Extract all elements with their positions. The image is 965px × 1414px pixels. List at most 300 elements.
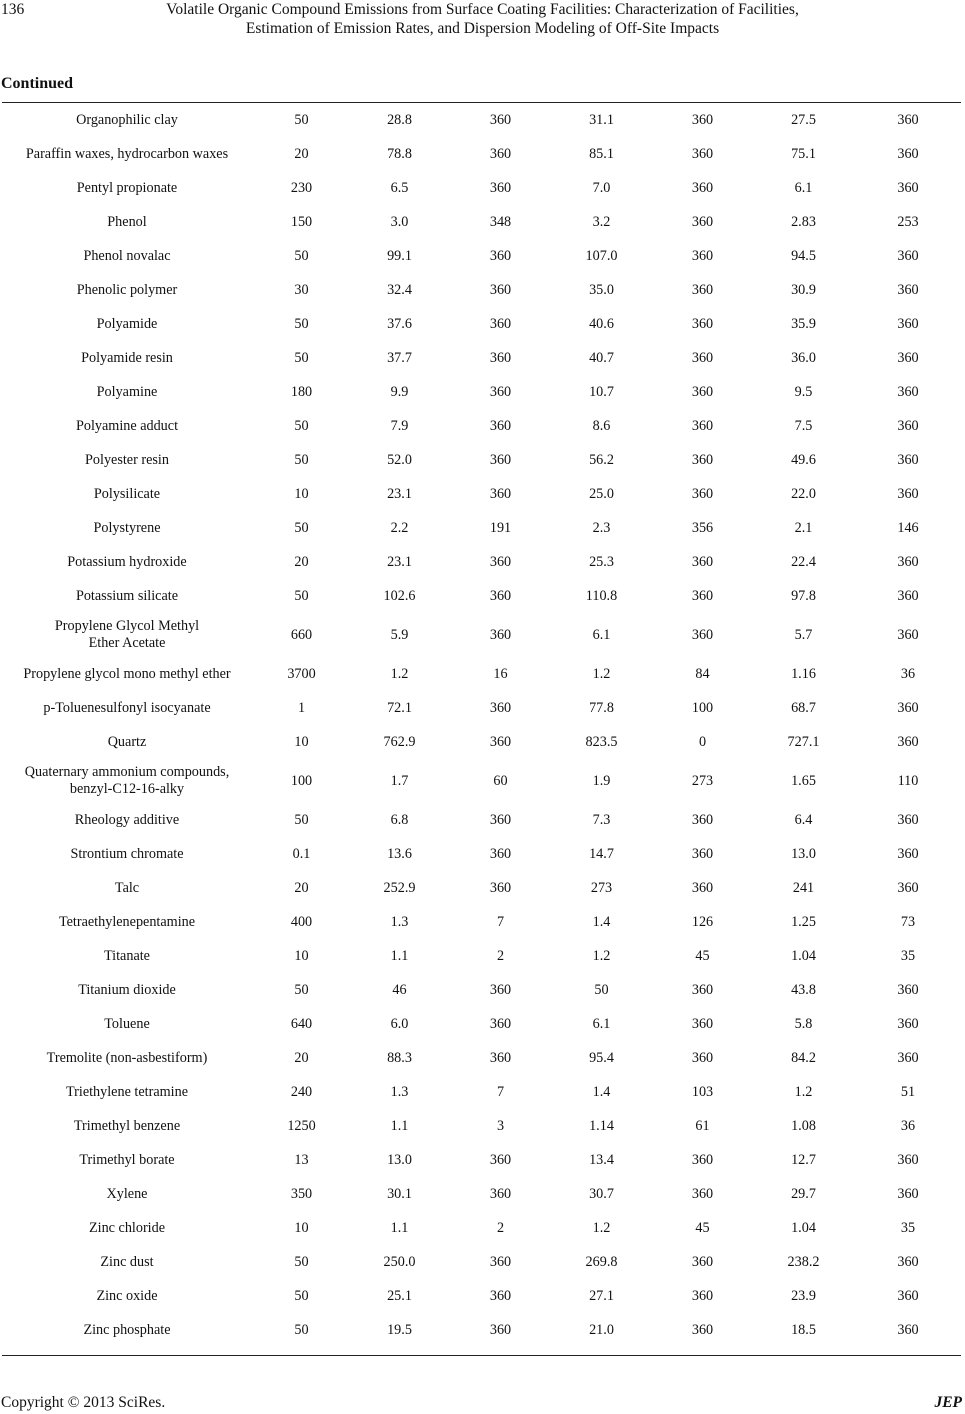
value-cell: 20 <box>294 553 309 570</box>
table-row <box>0 1279 962 1313</box>
value-cell: 13.4 <box>589 1151 614 1168</box>
compound-name-cell: Propylene Glycol Methyl Ether Acetate <box>54 618 200 651</box>
value-cell: 2.2 <box>390 519 409 536</box>
value-cell: 45 <box>695 1219 710 1236</box>
value-cell: 356 <box>691 519 714 536</box>
table-row <box>0 1211 962 1245</box>
value-cell: 20 <box>294 145 309 162</box>
value-cell: 7.0 <box>592 179 611 196</box>
value-cell: 253 <box>897 213 919 230</box>
value-cell: 360 <box>489 733 512 750</box>
table-row <box>0 905 962 939</box>
value-cell: 9.5 <box>794 383 813 400</box>
value-cell: 360 <box>897 626 919 643</box>
value-cell: 360 <box>897 349 919 366</box>
value-cell: 150 <box>290 213 313 230</box>
value-cell: 360 <box>691 626 714 643</box>
value-cell: 360 <box>897 1049 919 1066</box>
value-cell: 360 <box>897 553 919 570</box>
emissions-table <box>0 103 962 1347</box>
value-cell: 360 <box>691 111 714 128</box>
value-cell: 360 <box>691 1015 714 1032</box>
value-cell: 20 <box>294 879 309 896</box>
table-row <box>0 443 962 477</box>
table-row <box>0 307 962 341</box>
table-row <box>0 545 962 579</box>
table-row <box>0 511 962 545</box>
value-cell: 102.6 <box>383 587 416 604</box>
compound-name-cell: Quaternary ammonium compounds, benzyl-C12-16-alky <box>24 764 230 797</box>
running-title-line-2: Estimation of Emission Rates, and Dispersion Modeling of Off-Site Impacts <box>245 20 720 37</box>
value-cell: 68.7 <box>791 699 816 716</box>
table-row <box>0 579 962 613</box>
value-cell: 20 <box>294 1049 309 1066</box>
value-cell: 238.2 <box>787 1253 820 1270</box>
table-row <box>0 973 962 1007</box>
table-row <box>0 477 962 511</box>
value-cell: 360 <box>897 1185 919 1202</box>
value-cell: 241 <box>792 879 815 896</box>
value-cell: 360 <box>691 1321 714 1338</box>
value-cell: 84 <box>695 665 710 682</box>
value-cell: 360 <box>897 281 919 298</box>
value-cell: 10.7 <box>589 383 614 400</box>
value-cell: 22.4 <box>791 553 816 570</box>
value-cell: 273 <box>691 772 714 789</box>
value-cell: 50 <box>294 981 309 998</box>
value-cell: 35 <box>900 1219 916 1236</box>
value-cell: 7.5 <box>794 417 813 434</box>
value-cell: 348 <box>489 213 512 230</box>
compound-name-cell: Potassium hydroxide <box>67 553 187 570</box>
value-cell: 107.0 <box>585 247 618 264</box>
value-cell: 0.1 <box>292 845 311 862</box>
value-cell: 72.1 <box>387 699 412 716</box>
compound-name-cell: Zinc phosphate <box>83 1321 171 1338</box>
table-row <box>0 103 962 137</box>
value-cell: 191 <box>489 519 512 536</box>
table-row <box>0 939 962 973</box>
value-cell: 360 <box>897 383 919 400</box>
value-cell: 31.1 <box>589 111 614 128</box>
compound-name-cell: Polyamine <box>96 383 158 400</box>
value-cell: 360 <box>897 247 919 264</box>
table-bottom-rule <box>2 1355 961 1356</box>
value-cell: 110 <box>897 772 919 789</box>
value-cell: 25.1 <box>387 1287 412 1304</box>
compound-name-cell: Zinc oxide <box>96 1287 158 1304</box>
value-cell: 1 <box>297 699 306 716</box>
value-cell: 360 <box>897 733 919 750</box>
value-cell: 32.4 <box>387 281 412 298</box>
value-cell: 50 <box>294 587 309 604</box>
value-cell: 14.7 <box>589 845 614 862</box>
compound-name-cell: Toluene <box>104 1015 150 1032</box>
compound-name-cell: Polyamine adduct <box>75 417 179 434</box>
value-cell: 360 <box>489 417 512 434</box>
value-cell: 360 <box>691 811 714 828</box>
compound-name-cell: Polyamide <box>96 315 158 332</box>
value-cell: 360 <box>691 315 714 332</box>
value-cell: 7.9 <box>390 417 409 434</box>
value-cell: 56.2 <box>589 451 614 468</box>
value-cell: 360 <box>489 111 512 128</box>
table-row <box>0 1041 962 1075</box>
compound-name-cell: Propylene glycol mono methyl ether <box>23 665 231 682</box>
value-cell: 360 <box>691 587 714 604</box>
table-row <box>0 1245 962 1279</box>
value-cell: 46 <box>392 981 407 998</box>
value-cell: 1.4 <box>592 913 611 930</box>
value-cell: 19.5 <box>387 1321 412 1338</box>
value-cell: 360 <box>691 879 714 896</box>
value-cell: 12.7 <box>791 1151 816 1168</box>
value-cell: 360 <box>691 845 714 862</box>
compound-name-cell: Phenol <box>107 213 147 230</box>
value-cell: 6.1 <box>592 1015 611 1032</box>
table-row <box>0 725 962 759</box>
compound-name-cell: Potassium silicate <box>75 587 179 604</box>
value-cell: 360 <box>897 1015 919 1032</box>
value-cell: 360 <box>489 587 512 604</box>
value-cell: 360 <box>489 1253 512 1270</box>
value-cell: 13.6 <box>387 845 412 862</box>
value-cell: 1.65 <box>791 772 816 789</box>
compound-name-cell: Xylene <box>106 1185 148 1202</box>
value-cell: 50 <box>294 811 309 828</box>
value-cell: 360 <box>489 981 512 998</box>
value-cell: 40.6 <box>589 315 614 332</box>
value-cell: 360 <box>691 485 714 502</box>
value-cell: 51 <box>900 1083 916 1100</box>
value-cell: 6.4 <box>794 811 813 828</box>
value-cell: 360 <box>489 1049 512 1066</box>
value-cell: 60 <box>493 772 508 789</box>
value-cell: 360 <box>489 451 512 468</box>
value-cell: 360 <box>489 879 512 896</box>
value-cell: 360 <box>897 145 919 162</box>
value-cell: 360 <box>489 699 512 716</box>
value-cell: 360 <box>691 247 714 264</box>
compound-name-cell: Polysilicate <box>93 485 161 502</box>
value-cell: 35.9 <box>791 315 816 332</box>
compound-name-cell: Zinc chloride <box>88 1219 166 1236</box>
compound-name-cell: Paraffin waxes, hydrocarbon waxes <box>25 145 229 162</box>
value-cell: 3 <box>496 1117 505 1134</box>
value-cell: 1.1 <box>390 947 409 964</box>
value-cell: 360 <box>489 553 512 570</box>
value-cell: 99.1 <box>387 247 412 264</box>
value-cell: 1.3 <box>390 1083 409 1100</box>
page-footer <box>0 1394 965 1414</box>
value-cell: 250.0 <box>383 1253 416 1270</box>
value-cell: 50 <box>594 981 609 998</box>
value-cell: 3700 <box>287 665 316 682</box>
value-cell: 1.4 <box>592 1083 611 1100</box>
value-cell: 28.8 <box>387 111 412 128</box>
value-cell: 77.8 <box>589 699 614 716</box>
value-cell: 36 <box>900 1117 916 1134</box>
value-cell: 50 <box>294 451 309 468</box>
value-cell: 22.0 <box>791 485 816 502</box>
value-cell: 400 <box>290 913 313 930</box>
value-cell: 10 <box>294 733 309 750</box>
compound-name-cell: Phenolic polymer <box>76 281 178 298</box>
value-cell: 1.14 <box>589 1117 614 1134</box>
value-cell: 360 <box>897 1253 919 1270</box>
compound-name-cell: Pentyl propionate <box>76 179 178 196</box>
compound-name-cell: Titanate <box>104 947 150 964</box>
value-cell: 360 <box>489 1015 512 1032</box>
value-cell: 360 <box>489 247 512 264</box>
value-cell: 13.0 <box>791 845 816 862</box>
value-cell: 8.6 <box>592 417 611 434</box>
value-cell: 360 <box>489 315 512 332</box>
value-cell: 1.2 <box>592 665 611 682</box>
table-row <box>0 341 962 375</box>
value-cell: 50 <box>294 1253 309 1270</box>
value-cell: 7 <box>496 913 505 930</box>
value-cell: 2 <box>496 1219 505 1236</box>
value-cell: 110.8 <box>585 587 618 604</box>
value-cell: 146 <box>897 519 919 536</box>
compound-name-cell: Polyester resin <box>85 451 169 468</box>
value-cell: 43.8 <box>791 981 816 998</box>
value-cell: 35.0 <box>589 281 614 298</box>
value-cell: 360 <box>897 1287 919 1304</box>
value-cell: 360 <box>489 383 512 400</box>
value-cell: 350 <box>290 1185 313 1202</box>
value-cell: 23.1 <box>387 485 412 502</box>
value-cell: 27.1 <box>589 1287 614 1304</box>
page-header <box>0 0 965 44</box>
table-row <box>0 171 962 205</box>
value-cell: 5.8 <box>794 1015 813 1032</box>
value-cell: 25.3 <box>589 553 614 570</box>
value-cell: 36 <box>900 665 916 682</box>
table-row <box>0 691 962 725</box>
value-cell: 94.5 <box>791 247 816 264</box>
value-cell: 29.7 <box>791 1185 816 1202</box>
value-cell: 360 <box>691 417 714 434</box>
value-cell: 1.7 <box>390 772 409 789</box>
value-cell: 360 <box>691 981 714 998</box>
value-cell: 23.9 <box>791 1287 816 1304</box>
compound-name-cell: Strontium chromate <box>70 845 184 862</box>
value-cell: 21.0 <box>589 1321 614 1338</box>
value-cell: 360 <box>489 811 512 828</box>
value-cell: 50 <box>294 519 309 536</box>
table-row <box>0 871 962 905</box>
value-cell: 360 <box>691 179 714 196</box>
value-cell: 30 <box>294 281 309 298</box>
value-cell: 73 <box>900 913 916 930</box>
value-cell: 640 <box>290 1015 313 1032</box>
value-cell: 13.0 <box>387 1151 412 1168</box>
value-cell: 360 <box>897 451 919 468</box>
compound-name-cell: Talc <box>114 879 140 896</box>
value-cell: 360 <box>691 213 714 230</box>
value-cell: 30.1 <box>387 1185 412 1202</box>
value-cell: 5.7 <box>794 626 813 643</box>
table-row <box>0 1177 962 1211</box>
value-cell: 230 <box>290 179 313 196</box>
value-cell: 36.0 <box>791 349 816 366</box>
value-cell: 18.5 <box>791 1321 816 1338</box>
value-cell: 5.9 <box>390 626 409 643</box>
compound-name-cell: Polyamide resin <box>81 349 173 366</box>
value-cell: 360 <box>691 1151 714 1168</box>
value-cell: 126 <box>691 913 714 930</box>
value-cell: 7.3 <box>592 811 611 828</box>
value-cell: 35 <box>900 947 916 964</box>
value-cell: 727.1 <box>787 733 820 750</box>
value-cell: 10 <box>294 1219 309 1236</box>
value-cell: 6.0 <box>390 1015 409 1032</box>
value-cell: 3.2 <box>592 213 611 230</box>
value-cell: 50 <box>294 111 309 128</box>
table-row <box>0 1007 962 1041</box>
compound-name-cell: Phenol novalac <box>83 247 171 264</box>
value-cell: 78.8 <box>387 145 412 162</box>
value-cell: 360 <box>489 485 512 502</box>
table-row <box>0 613 962 657</box>
value-cell: 45 <box>695 947 710 964</box>
value-cell: 1.25 <box>791 913 816 930</box>
value-cell: 252.9 <box>383 879 416 896</box>
value-cell: 37.6 <box>387 315 412 332</box>
compound-name-cell: Tremolite (non-asbestiform) <box>46 1049 208 1066</box>
value-cell: 30.9 <box>791 281 816 298</box>
journal-abbreviation: JEP <box>934 1394 962 1411</box>
value-cell: 50 <box>294 349 309 366</box>
value-cell: 84.2 <box>791 1049 816 1066</box>
value-cell: 100 <box>290 772 313 789</box>
compound-name-cell: Quartz <box>107 733 147 750</box>
value-cell: 360 <box>691 1253 714 1270</box>
value-cell: 360 <box>691 1185 714 1202</box>
value-cell: 360 <box>897 811 919 828</box>
compound-name-cell: Rheology additive <box>74 811 180 828</box>
value-cell: 360 <box>691 349 714 366</box>
value-cell: 88.3 <box>387 1049 412 1066</box>
value-cell: 360 <box>691 451 714 468</box>
value-cell: 95.4 <box>589 1049 614 1066</box>
value-cell: 85.1 <box>589 145 614 162</box>
table-row <box>0 1143 962 1177</box>
compound-name-cell: Trimethyl borate <box>79 1151 175 1168</box>
value-cell: 1.3 <box>390 913 409 930</box>
value-cell: 360 <box>897 315 919 332</box>
table-row <box>0 1109 962 1143</box>
table-row <box>0 137 962 171</box>
compound-name-cell: Tetraethylenepentamine <box>58 913 196 930</box>
value-cell: 1.04 <box>791 947 816 964</box>
value-cell: 360 <box>489 1321 512 1338</box>
value-cell: 97.8 <box>791 587 816 604</box>
value-cell: 1.08 <box>791 1117 816 1134</box>
value-cell: 360 <box>897 417 919 434</box>
value-cell: 10 <box>294 485 309 502</box>
table-row <box>0 759 962 803</box>
value-cell: 0 <box>698 733 707 750</box>
value-cell: 1250 <box>287 1117 316 1134</box>
value-cell: 1.2 <box>794 1083 813 1100</box>
table-row <box>0 273 962 307</box>
value-cell: 360 <box>897 485 919 502</box>
value-cell: 360 <box>489 349 512 366</box>
value-cell: 61 <box>695 1117 710 1134</box>
table-row <box>0 1075 962 1109</box>
compound-name-cell: Polystyrene <box>93 519 161 536</box>
table-row <box>0 657 962 691</box>
value-cell: 50 <box>294 315 309 332</box>
value-cell: 103 <box>691 1083 714 1100</box>
running-title-line-1: Volatile Organic Compound Emissions from Surface Coating Facilities: Characterization of Facilities, <box>166 1 799 18</box>
emissions-table-body <box>0 103 962 1347</box>
value-cell: 762.9 <box>383 733 416 750</box>
value-cell: 75.1 <box>791 145 816 162</box>
table-row <box>0 375 962 409</box>
value-cell: 6.1 <box>794 179 813 196</box>
value-cell: 360 <box>489 1151 512 1168</box>
value-cell: 13 <box>294 1151 309 1168</box>
table-row <box>0 837 962 871</box>
value-cell: 273 <box>590 879 613 896</box>
value-cell: 240 <box>290 1083 313 1100</box>
value-cell: 360 <box>489 1185 512 1202</box>
continued-label: Continued <box>1 75 74 92</box>
compound-name-cell: p-Toluenesulfonyl isocyanate <box>43 699 211 716</box>
value-cell: 16 <box>493 665 508 682</box>
value-cell: 100 <box>691 699 714 716</box>
value-cell: 52.0 <box>387 451 412 468</box>
value-cell: 360 <box>897 981 919 998</box>
table-row <box>0 1313 962 1347</box>
compound-name-cell: Trimethyl benzene <box>73 1117 181 1134</box>
value-cell: 360 <box>897 1151 919 1168</box>
value-cell: 9.9 <box>390 383 409 400</box>
value-cell: 50 <box>294 1287 309 1304</box>
value-cell: 40.7 <box>589 349 614 366</box>
value-cell: 360 <box>489 626 512 643</box>
value-cell: 2 <box>496 947 505 964</box>
value-cell: 360 <box>489 1287 512 1304</box>
table-row <box>0 803 962 837</box>
value-cell: 180 <box>290 383 313 400</box>
table-row <box>0 205 962 239</box>
compound-name-cell: Triethylene tetramine <box>65 1083 188 1100</box>
value-cell: 823.5 <box>585 733 618 750</box>
copyright-text: Copyright © 2013 SciRes. <box>1 1394 166 1411</box>
value-cell: 10 <box>294 947 309 964</box>
value-cell: 360 <box>897 1321 919 1338</box>
value-cell: 3.0 <box>390 213 409 230</box>
value-cell: 269.8 <box>585 1253 618 1270</box>
compound-name-cell: Titanium dioxide <box>78 981 176 998</box>
value-cell: 1.2 <box>592 1219 611 1236</box>
value-cell: 360 <box>489 145 512 162</box>
value-cell: 37.7 <box>387 349 412 366</box>
value-cell: 360 <box>897 879 919 896</box>
value-cell: 360 <box>691 145 714 162</box>
table-row <box>0 239 962 273</box>
compound-name-cell: Organophilic clay <box>76 111 178 128</box>
table-row <box>0 409 962 443</box>
value-cell: 50 <box>294 247 309 264</box>
value-cell: 360 <box>489 179 512 196</box>
value-cell: 360 <box>691 281 714 298</box>
